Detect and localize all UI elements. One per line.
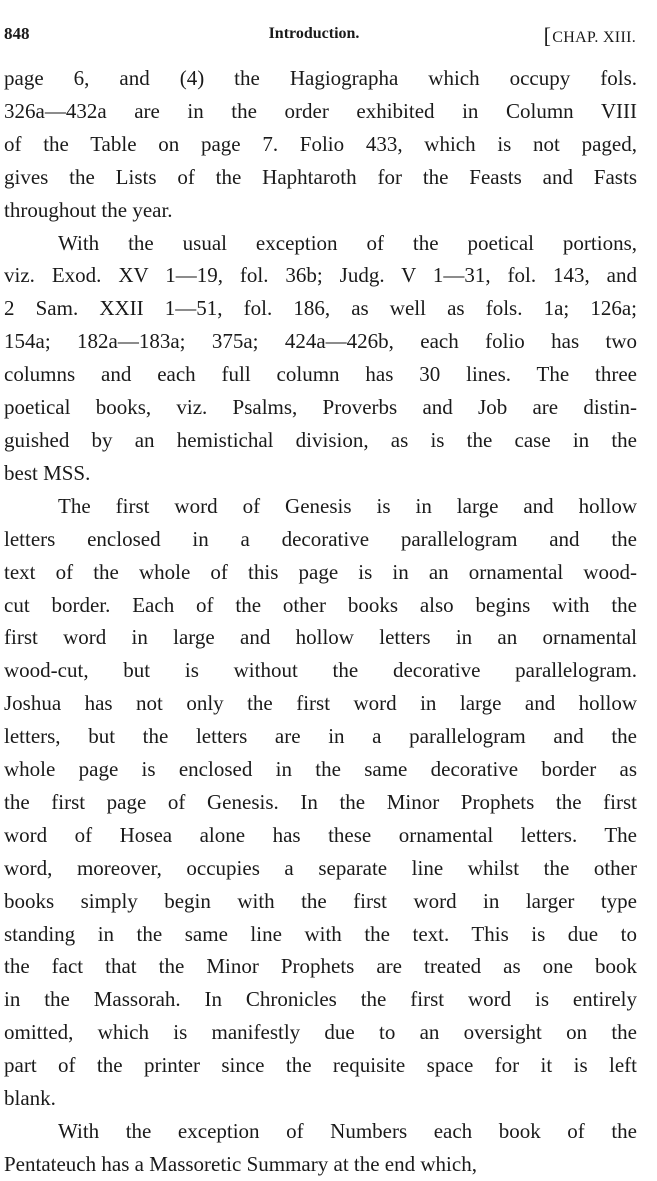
paragraph: [4, 490, 637, 1115]
text-line: blank.: [4, 1086, 56, 1111]
bracket-glyph: [: [543, 23, 552, 48]
text-line: With the usual exception of the poetical portions,: [58, 230, 637, 255]
text-line: part of the printer since the requisite space for it is left: [4, 1053, 637, 1078]
paragraph: [4, 62, 637, 227]
text-line: viz. Exod. XV 1—19, fol. 36b; Judg. V 1—31, fol. 143, and: [4, 263, 637, 288]
text-line: word of Hosea alone has these ornamental letters. The: [4, 822, 637, 847]
chapter-text: CHAP. XIII.: [552, 29, 636, 46]
text-line: letters enclosed in a decorative parallelogram and the: [4, 526, 637, 551]
paragraph: [4, 227, 637, 490]
text-line: 154a; 182a—183a; 375a; 424a—426b, each folio has two: [4, 329, 637, 354]
running-header: [0, 22, 648, 48]
text-line: wood-cut, but is without the decorative parallelogram.: [4, 658, 637, 683]
text-line: first word in large and hollow letters in an ornamental: [4, 625, 637, 650]
text-line: standing in the same line with the text. This is due to: [4, 921, 637, 946]
chapter-label: [544, 22, 636, 48]
body-text: [4, 62, 637, 1181]
text-line: The first word of Genesis is in large and hollow: [58, 493, 637, 518]
text-line: the first page of Genesis. In the Minor Prophets the first: [4, 789, 637, 814]
text-line: of the Table on page 7. Folio 433, which is not paged,: [4, 131, 637, 156]
text-line: With the exception of Numbers each book of the: [58, 1119, 637, 1143]
text-line: letters, but the letters are in a parallelogram and the: [4, 724, 637, 749]
text-line: Pentateuch has a Massoretic Summary at the end which,: [4, 1151, 477, 1176]
text-line: page 6, and (4) the Hagiographa which occupy fols.: [4, 66, 637, 90]
paragraph: [4, 1115, 637, 1181]
page-number: 848: [4, 24, 30, 43]
text-line: the fact that the Minor Prophets are treated as one book: [4, 954, 637, 979]
text-line: 2 Sam. XXII 1—51, fol. 186, as well as fols. 1a; 126a;: [4, 296, 637, 321]
text-line: 326a—432a are in the order exhibited in Column VIII: [4, 98, 637, 123]
text-line: word, moreover, occupies a separate line whilst the other: [4, 855, 637, 880]
text-line: Joshua has not only the first word in large and hollow: [4, 691, 637, 716]
text-line: in the Massorah. In Chronicles the first word is entirely: [4, 987, 637, 1012]
text-line: throughout the year.: [4, 197, 173, 222]
text-line: text of the whole of this page is in an ornamental wood-: [4, 559, 637, 584]
text-line: guished by an hemistichal division, as is the case in the: [4, 427, 637, 452]
text-line: omitted, which is manifestly due to an oversight on the: [4, 1020, 637, 1045]
running-title: Introduction.: [268, 25, 360, 42]
text-line: books simply begin with the first word in larger type: [4, 888, 637, 913]
text-line: cut border. Each of the other books also begins with the: [4, 592, 637, 617]
text-line: columns and each full column has 30 lines. The three: [4, 362, 637, 387]
text-line: gives the Lists of the Haphtaroth for the Feasts and Fasts: [4, 164, 637, 189]
text-line: best MSS.: [4, 460, 91, 485]
text-line: whole page is enclosed in the same decorative border as: [4, 757, 637, 782]
text-line: poetical books, viz. Psalms, Proverbs and Job are distin-: [4, 395, 637, 420]
